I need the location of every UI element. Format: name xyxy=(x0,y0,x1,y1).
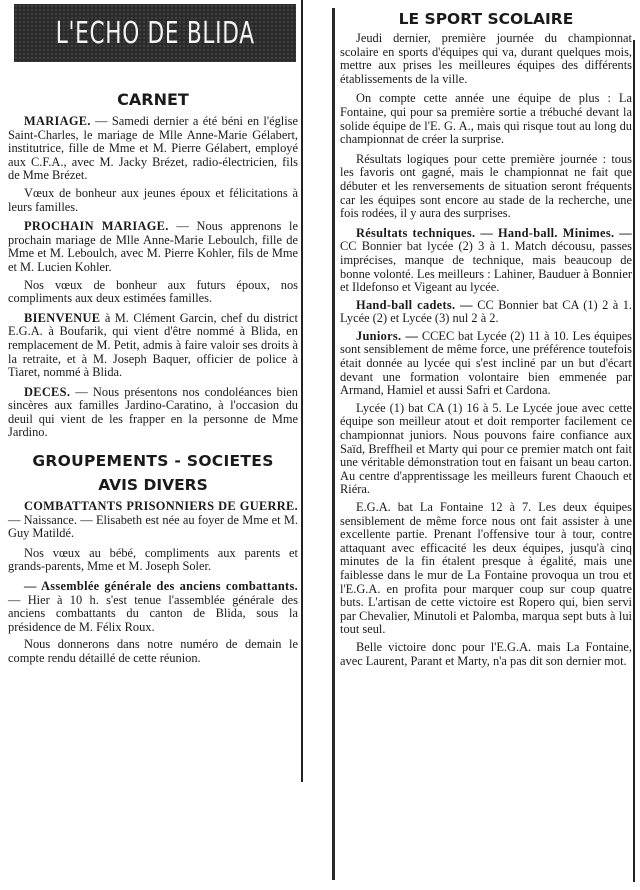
paragraph-text: CC Bonnier bat CA (1) 2 à 1. Lycée (2) et Lycée (3) nul 2 à 2. xyxy=(340,297,632,326)
right-column xyxy=(340,0,632,672)
item-text: à M. Clément Garcin, chef du district E.G.A. à Boufarik, qui vient d'être nommé à Blida, en remplacement de M. Petit, admis à faire valoir ses droits à la retraite, et à M. Joseph Baquer, officier de police à Tiaret, nommé à Blida. xyxy=(8,310,298,380)
paragraph-text: On compte cette année une équipe de plus : La Fontaine, qui pour sa première sortie a trébuché devant la solide équipe de l'E. G. A., mais qui risque tout au long du championnat de créer la surprise. xyxy=(340,91,632,147)
masthead-banner xyxy=(14,4,296,62)
item-lead: COMBATTANTS PRISONNIERS DE GUERRE. xyxy=(24,499,298,514)
carnet-item-bienvenue xyxy=(8,312,298,380)
carnet-item-prochain-mariage xyxy=(8,220,298,274)
paragraph-text: Lycée (1) bat CA (1) 16 à 5. Le Lycée joue avec cette équipe son meilleur atout et doit remporter facilement ce championnat juniors. Nous pouvons faire confiance aux Saïd, Breffheil et Marty qui pour ce premier match ont fait une véritable démonstration tout en faisant un beau carton. Au centre d'apprentissage les meilleurs furent Chaouch et Riéra. xyxy=(340,400,632,497)
section-heading-groupements: GROUPEMENTS - SOCIETES xyxy=(32,452,274,471)
groupements-items xyxy=(8,500,298,666)
item-text: — Nous présentons nos condoléances bien sincères aux familles Jardino-Caratino, à l'occasion du deuil qui vient de les frapper en la personne de Mme Jardino. xyxy=(8,384,298,440)
sport-paragraph xyxy=(340,32,632,86)
section-heading-carnet: CARNET xyxy=(117,90,189,109)
groupements-item-compte-rendu xyxy=(8,638,298,665)
sport-paragraph-minimes xyxy=(340,227,632,295)
section-heading-sport-scolaire: LE SPORT SCOLAIRE xyxy=(398,10,574,28)
item-text: Nous donnerons dans notre numéro de demain le compte rendu détaillé de cette réunion. xyxy=(8,637,298,665)
sport-article xyxy=(340,32,632,668)
masthead-title: L'ECHO DE BLIDA xyxy=(55,15,255,51)
sport-paragraph xyxy=(340,92,632,146)
carnet-item-voeux-futurs xyxy=(8,279,298,306)
groupements-item-combattants xyxy=(8,500,298,541)
sport-paragraph xyxy=(340,641,632,668)
item-text: Nos vœux au bébé, compliments aux parents et grands-parents, Mme et M. Joseph Soler. xyxy=(8,545,298,574)
carnet-item-deces xyxy=(8,386,298,440)
sport-paragraph-cadets xyxy=(340,299,632,326)
paragraph-lead: Hand-ball cadets. — xyxy=(356,297,473,312)
item-text: — Naissance. — Elisabeth est née au foyer de Mme et M. Guy Matildé. xyxy=(8,512,298,541)
sport-paragraph xyxy=(340,153,632,221)
item-lead: PROCHAIN MARIAGE. xyxy=(24,219,169,234)
paragraph-lead: Résultats techniques. — Hand-ball. Minimes. — xyxy=(356,225,632,240)
item-text: — Hier à 10 h. s'est tenue l'assemblée générale des anciens combattants du canton de Blida, sous la présidence de M. Félix Roux. xyxy=(8,592,298,634)
carnet-items xyxy=(8,115,298,440)
paragraph-text: Jeudi dernier, première journée du championnat scolaire en sports d'équipes qui va, durant quelques mois, mettre aux prises les meilleures équipes des différents établissements de la ville. xyxy=(340,31,632,86)
groupements-item-assemblee xyxy=(8,580,298,634)
groupements-item-voeux-bebe xyxy=(8,547,298,574)
item-text: — Samedi dernier a été béni en l'église Saint-Charles, le mariage de Mlle Anne-Marie Gélabert, institutrice, fille de Mme et M. Pierre Gélabert, employé aux C.F.A., avec M. Jacky Brézet, radio-électricien, fils de Mme Brézet. xyxy=(8,114,298,183)
paragraph-text: Résultats logiques pour cette première journée : tous les favoris ont gagné, mais le championnat ne fait que débuter et les renversements de situation seront fréquents car les équipes sont encore au stade de la recherche, une fois rodées, il y aura des surprises. xyxy=(340,151,632,221)
item-lead: MARIAGE. xyxy=(24,114,91,128)
sport-paragraph xyxy=(340,402,632,497)
item-lead: — Assemblée générale des anciens combattants. xyxy=(24,579,298,594)
paragraph-lead: Juniors. — xyxy=(356,328,419,343)
carnet-item-mariage xyxy=(8,115,298,183)
paragraph-text: CC Bonnier bat lycée (2) 3 à 1. Match décousu, passes imprécises, manque de technique, mais beaucoup de bonne volonté. Les meilleurs : Lahiner, Bauduer à Bonnier et Ildefonso et Vigeant au lycée. xyxy=(340,239,632,295)
column-rule-right xyxy=(633,40,635,882)
paragraph-text: E.G.A. bat La Fontaine 12 à 7. Les deux équipes sensiblement de même force nous ont fait assister à une excellente partie. Prenant l'offensive tour à tour, contre attaquant avec efficacité les deux équipes, jusqu'à cinq minutes de la fin étalent presque à égalité, mais une faiblesse dans le mur de La Fontaine provoqua un trou et l'E.G.A. en profita pour marquer coup sur coup quatre buts. L'artisan de cette victoire est Ropero qui, bien servi par Chevalier, Minutoli et Palomba, marqua sept buts à lui tout seul. xyxy=(340,500,632,637)
sport-paragraph-juniors xyxy=(340,330,632,398)
item-text: Nos vœux de bonheur aux futurs époux, nos compliments aux deux estimées familles. xyxy=(8,277,298,306)
item-lead: DECES. xyxy=(24,384,71,399)
paragraph-text: Belle victoire donc pour l'E.G.A. mais La Fontaine, avec Laurent, Parant et Marty, n'a pas dit son dernier mot. xyxy=(340,639,632,668)
column-rule-left xyxy=(301,0,303,782)
item-text: Vœux de bonheur aux jeunes époux et félicitations à leurs familles. xyxy=(8,185,298,214)
section-subheading-avis-divers: AVIS DIVERS xyxy=(98,476,208,495)
item-text: — Nous apprenons le prochain mariage de Mlle Anne-Marie Leboulch, fille de Mme et M. Leboulch, avec M. Pierre Kohler, fils de Mme et M. Lucien Kohler. xyxy=(8,219,298,274)
paragraph-text: CCEC bat Lycée (2) 11 à 10. Les équipes sont sensiblement de même force, une préférence toutefois était donnée au lycée qui s'est incliné par un but d'écart devant une formation volontaire bien emmenée par Armand, Hamiel et aussi Safri et Cardona. xyxy=(340,328,632,398)
left-column xyxy=(8,0,298,670)
sport-paragraph xyxy=(340,501,632,637)
item-lead: BIENVENUE xyxy=(24,310,101,325)
carnet-item-voeux xyxy=(8,187,298,214)
column-rule-middle xyxy=(332,8,335,880)
